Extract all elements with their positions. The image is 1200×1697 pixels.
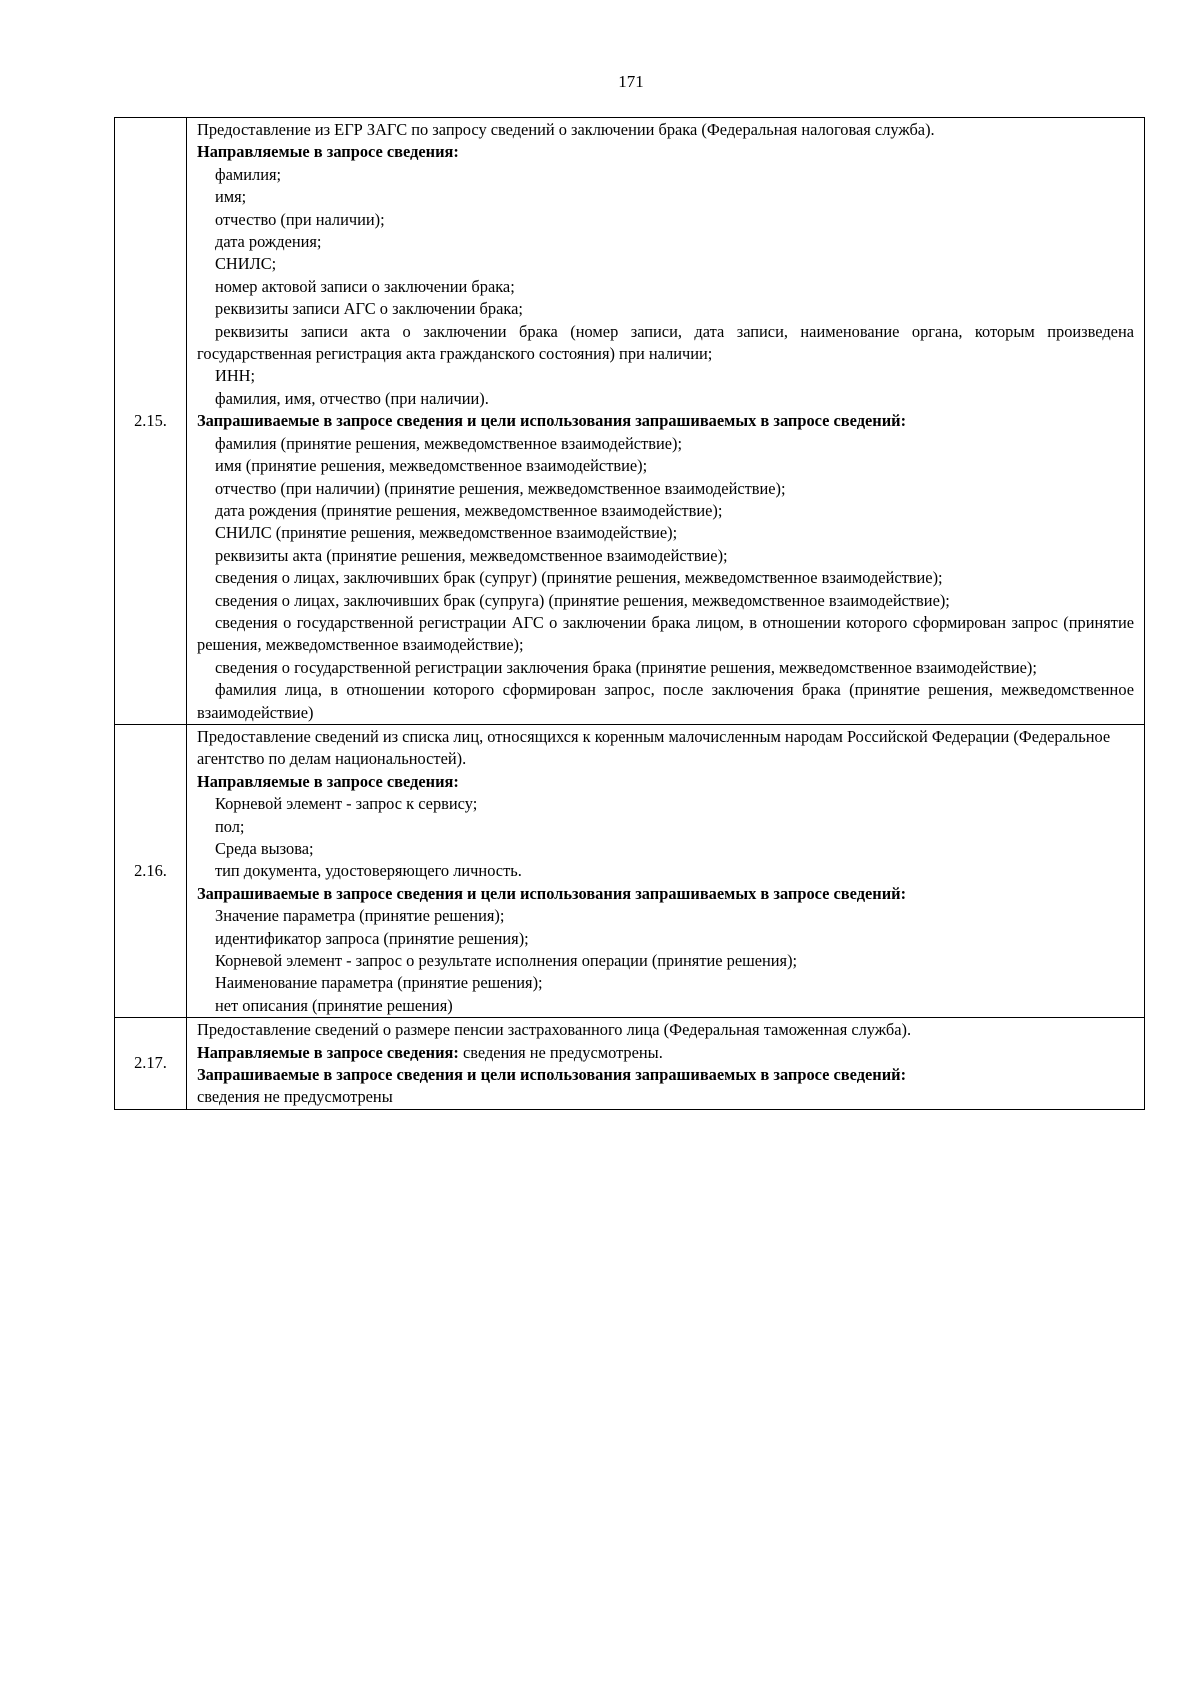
table-row — [115, 1018, 1145, 1110]
list-item: фамилия (принятие решения, межведомственное взаимодействие); — [215, 433, 682, 453]
row-content — [187, 1018, 1145, 1110]
list-item: тип документа, удостоверяющего личность. — [215, 861, 522, 881]
list-item: сведения о государственной регистрации АГС о заключении брака лицом, в отношении которого сформирован запрос (принятие решения, межведомственное взаимодействие); — [197, 612, 1134, 655]
list-item: Значение параметра (принятие решения); — [215, 906, 505, 926]
list-item: идентификатор запроса (принятие решения); — [215, 928, 529, 948]
requested-heading: Запрашиваемые в запросе сведения и цели использования запрашиваемых в запросе сведений: — [197, 411, 907, 431]
list-item: нет описания (принятие решения) — [215, 995, 453, 1015]
list-item: фамилия, имя, отчество (при наличии). — [215, 388, 489, 408]
row-number: 2.16. — [115, 724, 187, 1017]
list-item: отчество (при наличии); — [215, 209, 385, 229]
row-title: Предоставление из ЕГР ЗАГС по запросу сведений о заключении брака (Федеральная налоговая служба). — [197, 120, 935, 139]
page-number: 171 — [618, 72, 644, 91]
row-content — [187, 724, 1145, 1017]
list-item: реквизиты записи акта о заключении брака (номер записи, дата записи, наименование органа, которым произведена государственная регистрация акта гражданского состояния) при наличии; — [197, 321, 1134, 364]
data-table — [114, 117, 1145, 1110]
sent-line — [197, 1042, 1134, 1064]
list-item: Среда вызова; — [215, 839, 314, 858]
requested-heading: Запрашиваемые в запросе сведения и цели использования запрашиваемых в запросе сведений: — [197, 883, 907, 903]
list-item: сведения о лицах, заключивших брак (супруга) (принятие решения, межведомственное взаимодействие); — [215, 590, 950, 610]
list-item: отчество (при наличии) (принятие решения, межведомственное взаимодействие); — [215, 478, 786, 498]
requested-heading: Запрашиваемые в запросе сведения и цели использования запрашиваемых в запросе сведений: — [197, 1065, 907, 1085]
list-item: Корневой элемент - запрос к сервису; — [215, 794, 478, 814]
list-item: дата рождения (принятие решения, межведомственное взаимодействие); — [215, 500, 723, 520]
row-number: 2.17. — [115, 1018, 187, 1110]
list-item: реквизиты акта (принятие решения, межведомственное взаимодействие); — [215, 545, 728, 565]
list-item: Корневой элемент - запрос о результате исполнения операции (принятие решения); — [215, 951, 798, 971]
list-item: СНИЛС; — [215, 254, 277, 274]
row-title: Предоставление сведений о размере пенсии застрахованного лица (Федеральная таможенная служба). — [197, 1020, 912, 1040]
list-item: фамилия лица, в отношении которого сформирован запрос, после заключения брака (принятие решения, межведомственное взаимодействие) — [197, 680, 1134, 722]
sent-heading: Направляемые в запросе сведения: — [197, 142, 459, 162]
list-item: пол; — [215, 816, 245, 836]
row-number: 2.15. — [115, 118, 187, 725]
list-item: дата рождения; — [215, 232, 322, 252]
row-title: Предоставление сведений из списка лиц, относящихся к коренным малочисленным народам Российской Федерации (Федеральное агентство по делам национальностей). — [197, 726, 1111, 769]
list-item: сведения о государственной регистрации заключения брака (принятие решения, межведомственное взаимодействие); — [215, 657, 1037, 677]
list-item: имя; — [215, 187, 247, 207]
table-row — [115, 118, 1145, 725]
sent-inline-text: сведения не предусмотрены. — [458, 1042, 663, 1062]
list-item: сведения о лицах, заключивших брак (супруг) (принятие решения, межведомственное взаимодействие); — [215, 568, 943, 588]
list-item: фамилия; — [215, 164, 282, 184]
sent-heading: Направляемые в запросе сведения: — [197, 771, 459, 791]
table-row — [115, 724, 1145, 1017]
requested-text: сведения не предусмотрены — [197, 1087, 393, 1107]
list-item: СНИЛС (принятие решения, межведомственное взаимодействие); — [215, 523, 678, 543]
list-item: Наименование параметра (принятие решения); — [215, 973, 543, 993]
list-item: ИНН; — [215, 366, 256, 386]
list-item: номер актовой записи о заключении брака; — [215, 276, 515, 296]
list-item: реквизиты записи АГС о заключении брака; — [215, 299, 523, 319]
list-item: имя (принятие решения, межведомственное взаимодействие); — [215, 456, 648, 476]
row-content — [187, 118, 1145, 725]
sent-heading: Направляемые в запросе сведения: — [197, 1042, 459, 1062]
